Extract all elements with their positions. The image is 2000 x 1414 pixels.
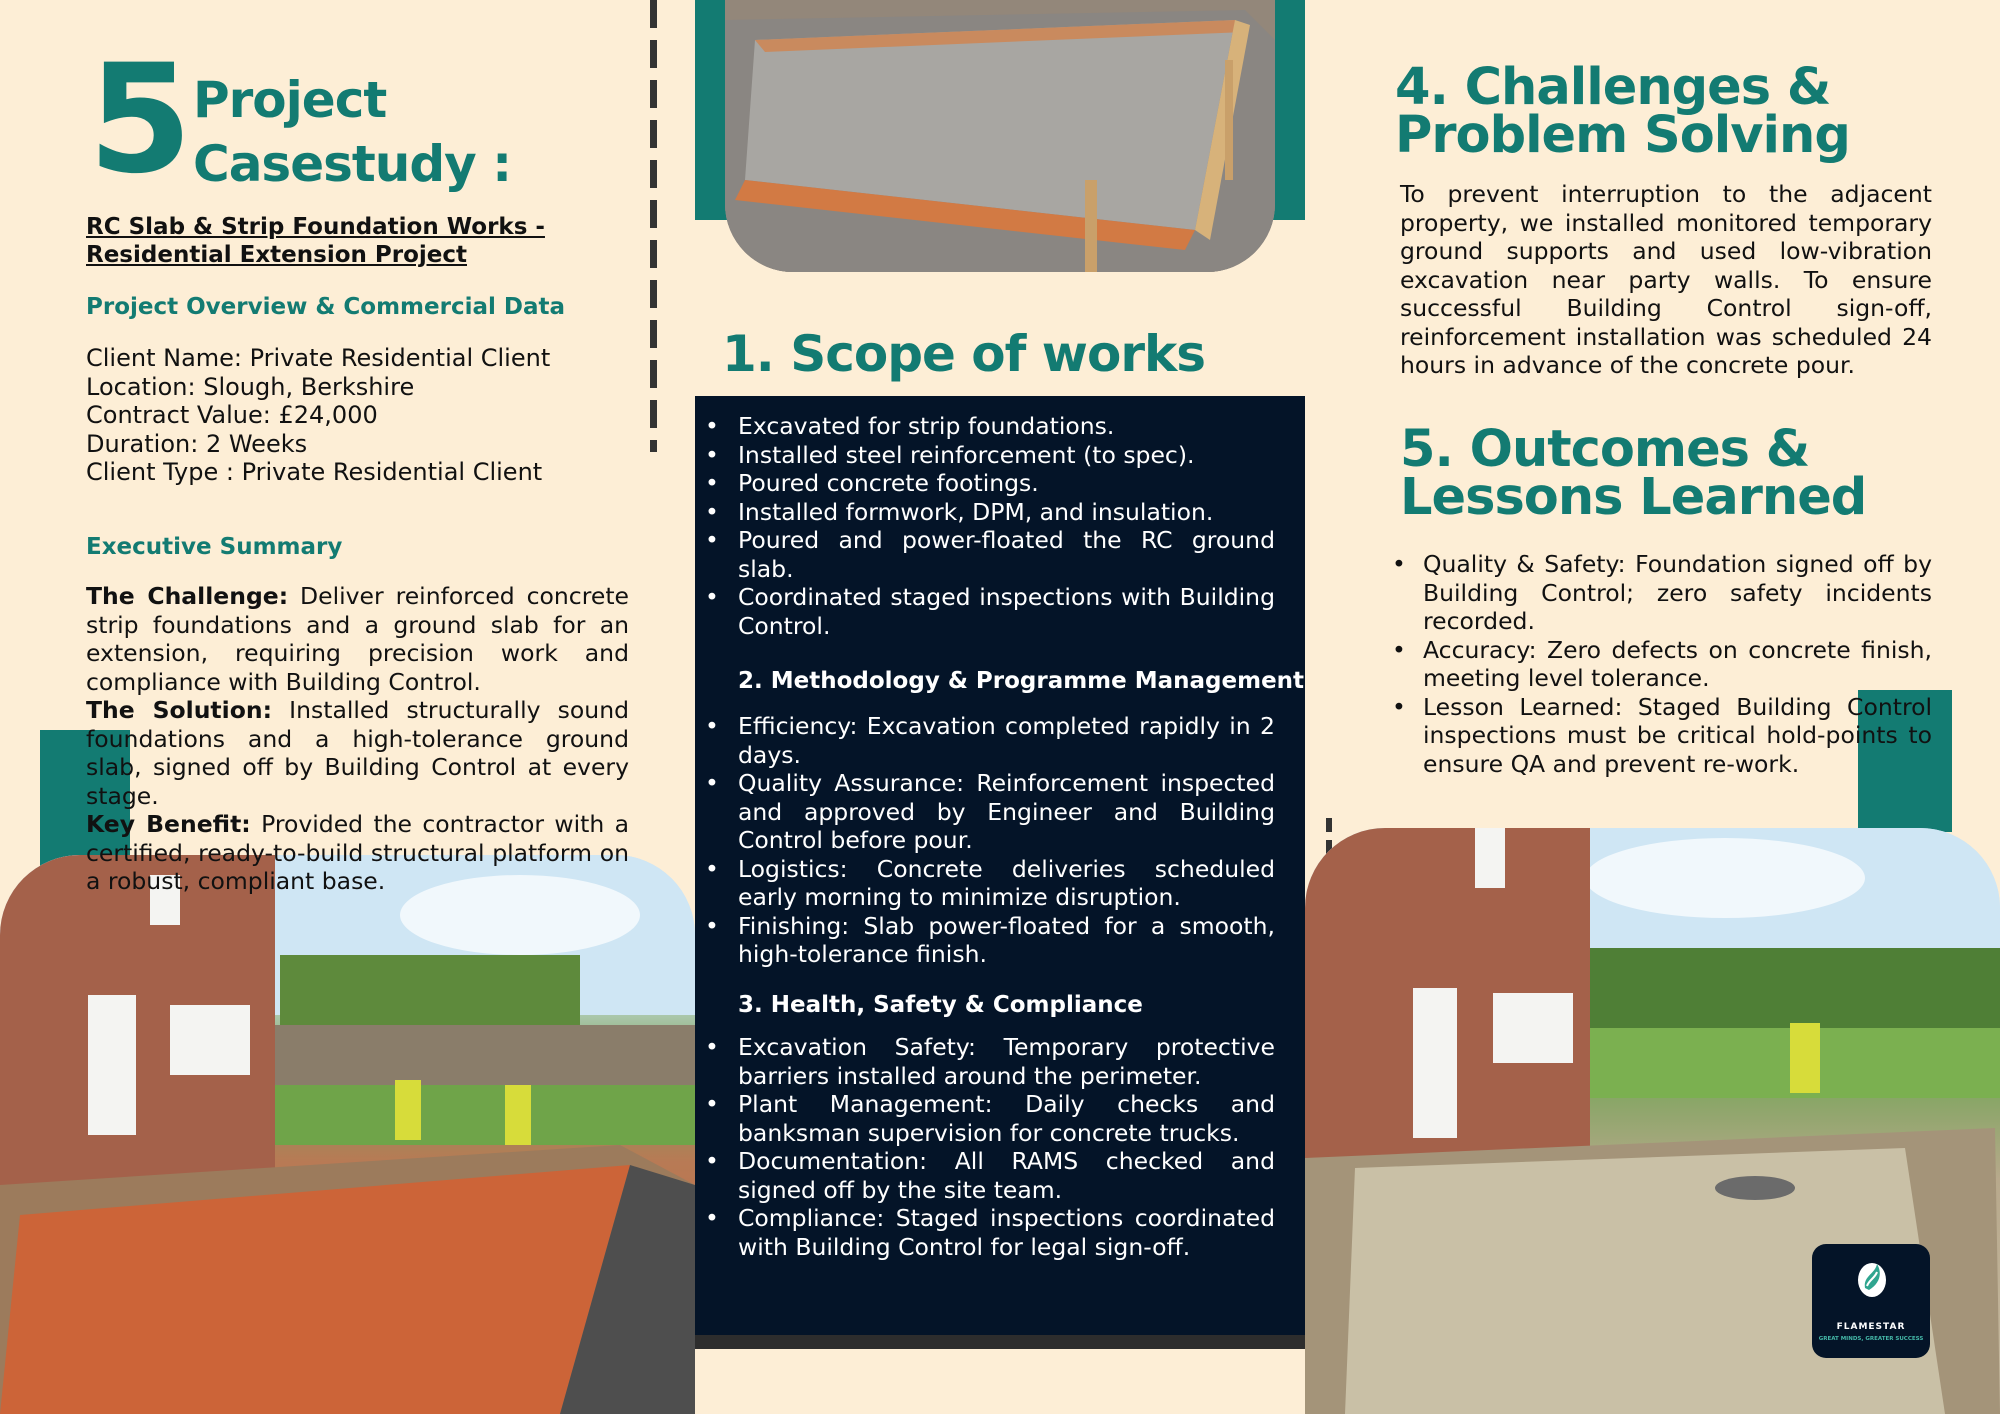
challenges-heading-line-1: 4. Challenges & — [1395, 58, 1831, 117]
subtitle-line-1: RC Slab & Strip Foundation Works - — [86, 214, 545, 240]
list-item: • Coordinated staged inspections with Building Control. — [695, 583, 1275, 640]
outcomes-heading-line-2: Lessons Learned — [1400, 468, 1867, 527]
summary-benefit — [86, 810, 629, 896]
list-item: • Quality Assurance: Reinforcement inspected and approved by Engineer and Building Control before pour. — [695, 769, 1275, 855]
title-line-1: Project — [193, 71, 387, 129]
case-study-number: 5 — [88, 33, 189, 207]
overview-client-name: Client Name: Private Residential Client — [86, 344, 551, 372]
safety-list — [695, 1033, 1275, 1261]
summary-label: Key Benefit: — [86, 810, 251, 838]
overview-location: Location: Slough, Berkshire — [86, 372, 415, 401]
gravel-base-photo — [725, 0, 1275, 272]
scope-heading: 1. Scope of works — [722, 325, 1206, 383]
challenges-text: To prevent interruption to the adjacent property, we installed monitored temporary ground supports and used low-vibration excavation near party walls. To ensure successful Building Control sign-off, reinforcement installation was scheduled 24 hours in advance of the concrete pour. — [1400, 180, 1932, 379]
list-item: • Excavation Safety: Temporary protective barriers installed around the perimeter. — [695, 1033, 1275, 1090]
summary-label: The Challenge: — [86, 582, 289, 610]
overview-heading: Project Overview & Commercial Data — [86, 294, 566, 320]
list-item: • Poured concrete footings. — [695, 469, 1275, 498]
executive-summary — [86, 582, 629, 896]
page-title — [193, 68, 511, 196]
flame-logo-icon — [1855, 1258, 1889, 1300]
list-item: • Installed formwork, DPM, and insulation. — [695, 498, 1275, 527]
list-item: • Compliance: Staged inspections coordinated with Building Control for legal sign-off. — [695, 1204, 1275, 1261]
challenges-heading-line-2: Problem Solving — [1395, 106, 1850, 165]
logo-tagline: GREAT MINDS, GREATER SUCCESS — [1818, 1336, 1924, 1342]
list-item: • Installed steel reinforcement (to spec). — [695, 441, 1275, 470]
overview-client-type: Client Type : Private Residential Client — [86, 458, 543, 486]
overview-list — [86, 344, 550, 487]
challenges-heading — [1395, 58, 1850, 165]
outcomes-list — [1392, 550, 1932, 778]
logo-name: FLAMESTAR — [1836, 1322, 1906, 1332]
outcomes-heading-line-1: 5. Outcomes & — [1400, 420, 1810, 479]
title-line-2: Casestudy : — [193, 135, 512, 193]
list-item: • Lesson Learned: Staged Building Control inspections must be critical hold-points to ensure QA and prevent re-work. — [1392, 693, 1932, 779]
overview-duration: Duration: 2 Weeks — [86, 429, 308, 458]
list-item: • Accuracy: Zero defects on concrete finish, meeting level tolerance. — [1392, 636, 1932, 693]
summary-label: The Solution: — [86, 696, 272, 724]
outcomes-heading — [1400, 420, 1867, 527]
summary-text: Provided the contractor with a certified, ready-to-build structural platform on a robust, compliant base. — [86, 810, 629, 895]
dashed-divider — [650, 0, 657, 452]
list-item: • Documentation: All RAMS checked and signed off by the site team. — [695, 1147, 1275, 1204]
list-item: • Quality & Safety: Foundation signed off by Building Control; zero safety incidents recorded. — [1392, 550, 1932, 636]
methodology-heading: 2. Methodology & Programme Management — [738, 668, 1305, 694]
rebar-mesh-site-photo — [0, 855, 695, 1414]
company-logo — [1812, 1244, 1930, 1358]
summary-text: Deliver reinforced concrete strip foundations and a ground slab for an extension, requiring precision work and compliance with Building Control. — [86, 582, 629, 696]
summary-text: Installed structurally sound foundations and a high-tolerance ground slab, signed off by Building Control at every stage. — [86, 696, 630, 810]
list-item: • Finishing: Slab power-floated for a smooth, high-tolerance finish. — [695, 912, 1275, 969]
safety-heading: 3. Health, Safety & Compliance — [738, 992, 1143, 1018]
executive-summary-heading: Executive Summary — [86, 534, 343, 560]
subtitle-line-2: Residential Extension Project — [86, 242, 467, 268]
overview-contract-value: Contract Value: £24,000 — [86, 401, 378, 429]
list-item: • Logistics: Concrete deliveries scheduled early morning to minimize disruption. — [695, 855, 1275, 912]
scope-list — [695, 412, 1275, 640]
list-item: • Plant Management: Daily checks and banksman supervision for concrete trucks. — [695, 1090, 1275, 1147]
list-item: • Efficiency: Excavation completed rapidly in 2 days. — [695, 712, 1275, 769]
methodology-list — [695, 712, 1275, 969]
project-subtitle — [86, 213, 545, 269]
list-item: • Poured and power-floated the RC ground slab. — [695, 526, 1275, 583]
summary-solution — [86, 696, 629, 810]
list-item: • Excavated for strip foundations. — [695, 412, 1275, 441]
summary-challenge — [86, 582, 629, 696]
